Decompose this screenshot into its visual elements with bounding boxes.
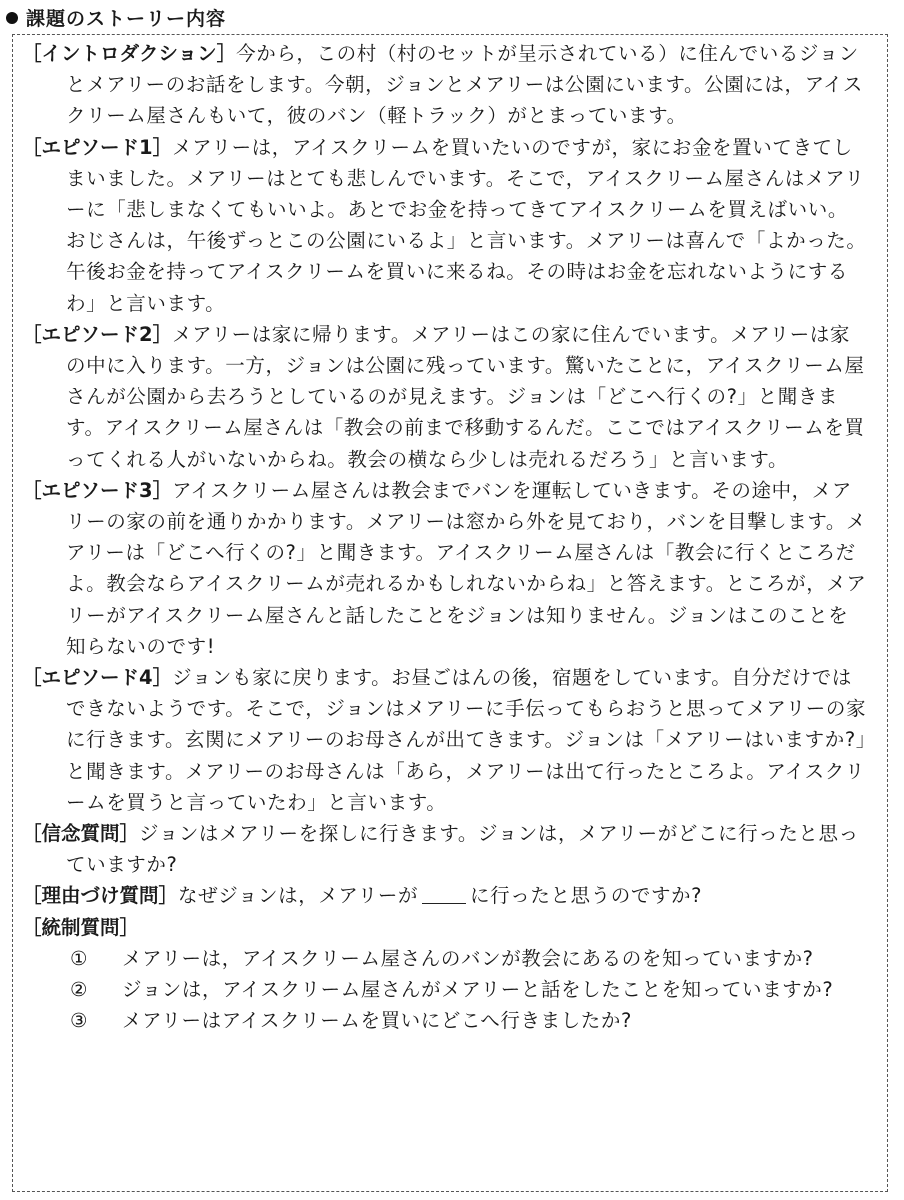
- episode4-label: ［エピソード4］: [22, 666, 173, 690]
- episode1-text: メアリーは，アイスクリームを買いたいのですが，家にお金を置いてきてしまいました。メアリーはとても悲しんでいます。そこで，アイスクリーム屋さんはメアリーに「悲しまなくてもいいよ。あとでお金を持ってきてアイスクリームを買えばいい。おじさんは，午後ずっとこの公園にいるよ」と言います。メアリーは喜んで「よかった。午後お金を持ってアイスクリームを買いに来るね。その時はお金を忘れないようにするわ」と言います。: [66, 135, 867, 315]
- question-number: ②: [70, 978, 89, 1002]
- heading-text: 課題のストーリー内容: [26, 8, 227, 30]
- belief-text: ジョンはメアリーを探しに行きます。ジョンは，メアリーがどこに行ったと思っていますか?: [66, 822, 859, 877]
- control-question-item: [22, 1005, 868, 1036]
- episode3-label: ［エピソード3］: [22, 478, 173, 502]
- reason-label: ［理由づけ質問］: [22, 884, 179, 908]
- control-label: ［統制質問］: [22, 915, 140, 939]
- reason-text-before: なぜジョンは，メアリーが: [178, 884, 419, 908]
- intro-text: 今から，この村（村のセットが呈示されている）に住んでいるジョンとメアリーのお話をします。今朝，ジョンとメアリーは公園にいます。公園には，アイスクリーム屋さんもいて，彼のバン（軽トラック）がとまっています。: [66, 42, 863, 128]
- episode3-paragraph: [22, 475, 868, 662]
- question-text: メアリーは，アイスクリーム屋さんのバンが教会にあるのを知っていますか?: [122, 946, 814, 970]
- belief-label: ［信念質問］: [22, 822, 140, 846]
- control-question-item: [22, 974, 868, 1005]
- episode2-paragraph: [22, 319, 868, 475]
- question-number: ③: [70, 1009, 89, 1033]
- control-question-item: [22, 943, 868, 974]
- episode1-paragraph: [22, 132, 868, 319]
- belief-question: [22, 818, 868, 880]
- question-text: ジョンは，アイスクリーム屋さんがメアリーと話をしたことを知っていますか?: [122, 978, 834, 1002]
- episode4-text: ジョンも家に戻ります。お昼ごはんの後，宿題をしています。自分だけではできないようです。そこで，ジョンはメアリーに手伝ってもらおうと思ってメアリーの家に行きます。玄関にメアリーのお母さんが出てきます。ジョンは「メアリーはいますか?」と聞きます。メアリーのお母さんは「あら，メアリーは出て行ったところよ。アイスクリームを買うと言っていたわ」と言います。: [66, 666, 867, 814]
- question-number: ①: [70, 946, 89, 970]
- episode2-label: ［エピソード2］: [22, 322, 173, 346]
- episode1-label: ［エピソード1］: [22, 135, 173, 159]
- question-text: メアリーはアイスクリームを買いにどこへ行きましたか?: [122, 1009, 632, 1033]
- control-heading: [22, 912, 868, 943]
- story-content: [22, 38, 868, 1037]
- intro-paragraph: [22, 38, 868, 132]
- bullet-icon: [6, 12, 18, 24]
- answer-blank: [422, 885, 466, 904]
- episode3-text: アイスクリーム屋さんは教会までバンを運転していきます。その途中，メアリーの家の前を通りかかります。メアリーは窓から外を見ており，バンを目撃します。メアリーは「どこへ行くの?」と聞きます。アイスクリーム屋さんは「教会に行くところだよ。教会ならアイスクリームが売れるかもしれないからね」と答えます。ところが，メアリーがアイスクリーム屋さんと話したことをジョンは知りません。ジョンはこのことを知らないのです!: [66, 478, 867, 658]
- reason-question: [22, 880, 868, 911]
- intro-label: ［イントロダクション］: [22, 42, 237, 65]
- episode2-text: メアリーは家に帰ります。メアリーはこの家に住んでいます。メアリーは家の中に入ります。一方，ジョンは公園に残っています。驚いたことに，アイスクリーム屋さんが公園から去ろうとしているのが見えます。ジョンは「どこへ行くの?」と聞きます。アイスクリーム屋さんは「教会の前まで移動するんだ。ここではアイスクリームを買ってくれる人がいないからね。教会の横なら少しは売れるだろう」と言います。: [66, 322, 865, 471]
- episode4-paragraph: [22, 662, 868, 818]
- control-question-list: [22, 943, 868, 1037]
- section-heading: [6, 4, 226, 31]
- reason-text-after: に行ったと思うのですか?: [470, 884, 703, 908]
